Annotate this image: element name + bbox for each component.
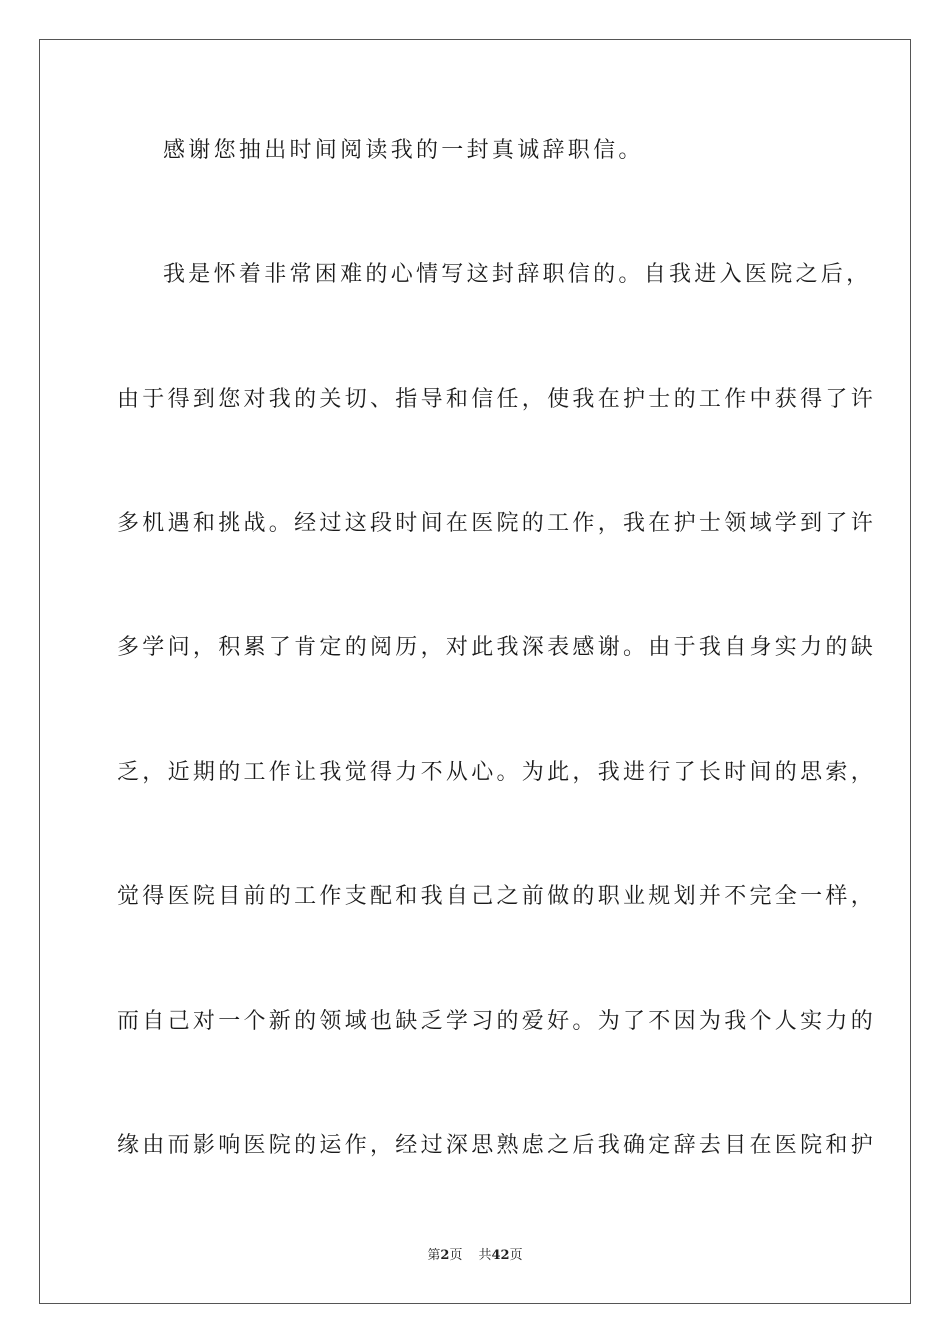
page-border — [39, 39, 911, 1304]
paragraph-line: 由于得到您对我的关切、指导和信任，使我在护士的工作中获得了许 — [117, 387, 877, 412]
page-suffix: 页 — [449, 1248, 463, 1263]
total-suffix: 页 — [509, 1248, 523, 1263]
paragraph-line: 缘由而影响医院的运作，经过深思熟虑之后我确定辞去目在医院和护 — [117, 1133, 877, 1158]
paragraph-line: 感谢您抽出时间阅读我的一封真诚辞职信。 — [163, 138, 644, 163]
paragraph-line: 而自己对一个新的领域也缺乏学习的爱好。为了不因为我个人实力的 — [117, 1009, 877, 1034]
page-footer — [0, 1247, 950, 1265]
paragraph-line: 多学问，积累了肯定的阅历，对此我深表感谢。由于我自身实力的缺 — [117, 635, 877, 660]
total-pages: 42 — [491, 1248, 510, 1263]
paragraph-line: 我是怀着非常困难的心情写这封辞职信的。自我进入医院之后， — [163, 262, 872, 287]
page-number: 2 — [440, 1248, 450, 1263]
paragraph-line: 觉得医院目前的工作支配和我自己之前做的职业规划并不完全一样， — [117, 884, 877, 909]
page-prefix: 第 — [427, 1248, 441, 1263]
paragraph-line: 乏，近期的工作让我觉得力不从心。为此，我进行了长时间的思索， — [117, 760, 877, 785]
paragraph-line: 多机遇和挑战。经过这段时间在医院的工作，我在护士领域学到了许 — [117, 511, 877, 536]
total-prefix: 共 — [478, 1248, 492, 1263]
